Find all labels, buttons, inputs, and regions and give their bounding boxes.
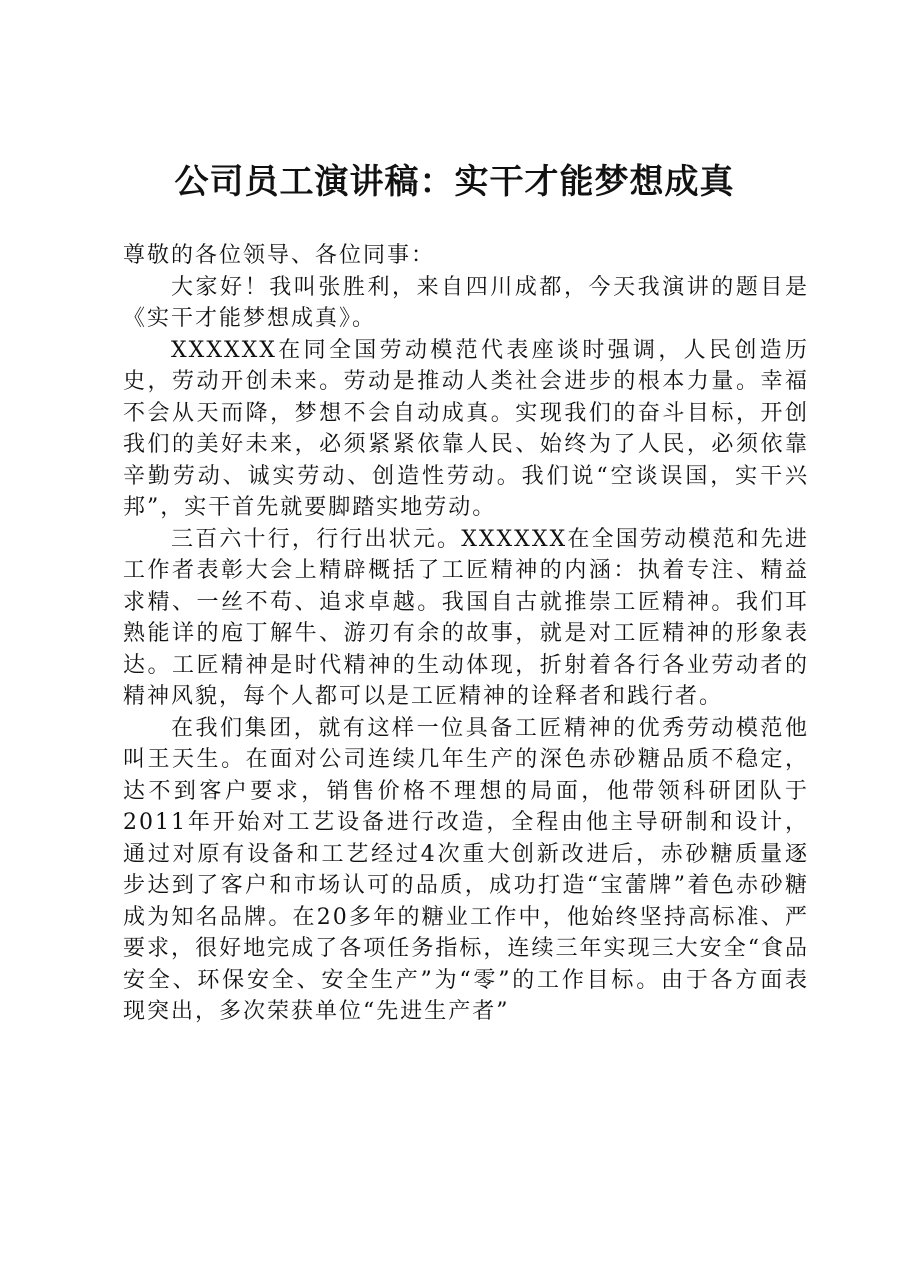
document-body: [123, 240, 809, 1028]
paragraph-1: 大家好！我叫张胜利，来自四川成都，今天我演讲的题目是《实干才能梦想成真》。: [123, 274, 809, 331]
document-title: 公司员工演讲稿：实干才能梦想成真: [174, 162, 735, 202]
paragraph-3: 三百六十行，行行出状元。XXXXXX在全国劳动模范和先进工作者表彰大会上精辟概括了工匠精神的内涵：执着专注、精益求精、一丝不苟、追求卓越。我国自古就推崇工匠精神。我们耳熟能详的庖丁解牛、游刃有余的故事，就是对工匠精神的形象表达。工匠精神是时代精神的生动体现，折射着各行各业劳动者的精神风貌，每个人都可以是工匠精神的诠释者和践行者。: [123, 526, 809, 709]
paragraph-2: XXXXXX在同全国劳动模范代表座谈时强调，人民创造历史，劳动开创未来。劳动是推动人类社会进步的根本力量。幸福不会从天而降，梦想不会自动成真。实现我们的奋斗目标，开创我们的美好未来，必须紧紧依靠人民、始终为了人民，必须依靠辛勤劳动、诚实劳动、创造性劳动。我们说“空谈误国，实干兴邦”，实干首先就要脚踏实地劳动。: [123, 337, 809, 520]
paragraph-4: 在我们集团，就有这样一位具备工匠精神的优秀劳动模范他叫王天生。在面对公司连续几年生产的深色赤砂糖品质不稳定，达不到客户要求，销售价格不理想的局面，他带领科研团队于2011年开始对工艺设备进行改造，全程由他主导研制和设计，通过对原有设备和工艺经过4次重大创新改进后，赤砂糖质量逐步达到了客户和市场认可的品质，成功打造“宝蕾牌”着色赤砂糖成为知名品牌。在20多年的糖业工作中，他始终坚持高标准、严要求，很好地完成了各项任务指标，连续三年实现三大安全“食品安全、环保安全、安全生产”为“零”的工作目标。由于各方面表现突出，多次荣获单位“先进生产者”: [123, 715, 809, 1024]
salutation: 尊敬的各位领导、各位同事：: [123, 243, 436, 268]
